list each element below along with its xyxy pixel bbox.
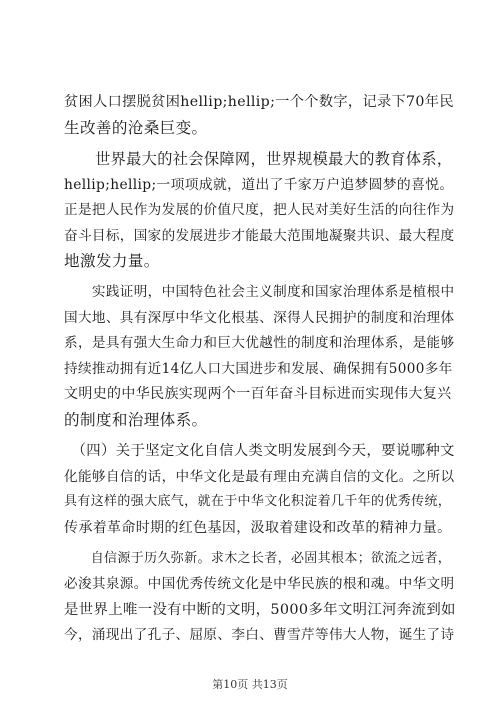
text-line: 必浚其泉源。中国优秀传统文化是中华民族的根和魂。中华文明 <box>64 576 455 592</box>
text-line: 系，是具有强大生命力和巨大优越性的制度和治理体系，是能够 <box>64 335 455 351</box>
text-line: 贫困人口摆脱贫困hellip;hellip;一个个数字，记录下70年民 <box>64 94 454 110</box>
text-line: 的制度和治理体系。 <box>64 411 208 429</box>
text-line: 奋斗目标，国家的发展进步才能最大范围地凝聚共识、最大程度 <box>64 228 455 244</box>
text-line: 生改善的沧桑巨变。 <box>64 119 208 137</box>
text-line: 化能够自信的话，中华文化是最有理由充满自信的文化。之所以 <box>64 469 455 485</box>
text-line: hellip;hellip;一项项成就，道出了千家万户追梦圆梦的喜悦。 <box>64 177 454 193</box>
text-line: 自信源于历久弥新。求木之长者，必固其根本；欲流之远者， <box>64 551 452 566</box>
text-line: 国大地、具有深厚中华文化根基、深得人民拥护的制度和治理体 <box>64 310 455 326</box>
text-line: （四）关于坚定文化自信人类文明发展到今天，要说哪种文 <box>64 443 455 459</box>
text-line: 是世界上唯一没有中断的文明，5000多年文明江河奔流到如 <box>64 602 456 618</box>
text-line: 地激发力量。 <box>64 252 160 270</box>
text-line: 世界最大的社会保障网，世界规模最大的教育体系， <box>64 150 453 168</box>
text-line: 传承着革命时期的红色基因，汲取着建设和改革的精神力量。 <box>64 520 452 536</box>
text-line: 具有这样的强大底气，就在于中华文化积淀着几千年的优秀传统， <box>64 494 452 509</box>
text-line: 实践证明，中国特色社会主义制度和国家治理体系是植根中 <box>64 284 455 300</box>
text-line: 正是把人民作为发展的价值尺度，把人民对美好生活的向往作为 <box>64 202 455 218</box>
text-line: 持续推动拥有近14亿人口大国进步和发展、确保拥有5000多年 <box>64 361 453 377</box>
page-number-footer: 第10页 共13页 <box>212 678 288 691</box>
text-line: 文明史的中华民族实现两个一百年奋斗目标进而实现伟大复兴 <box>64 386 452 402</box>
text-line: 今，涌现出了孔子、屈原、李白、曹雪芹等伟大人物，诞生了诗 <box>64 627 455 643</box>
